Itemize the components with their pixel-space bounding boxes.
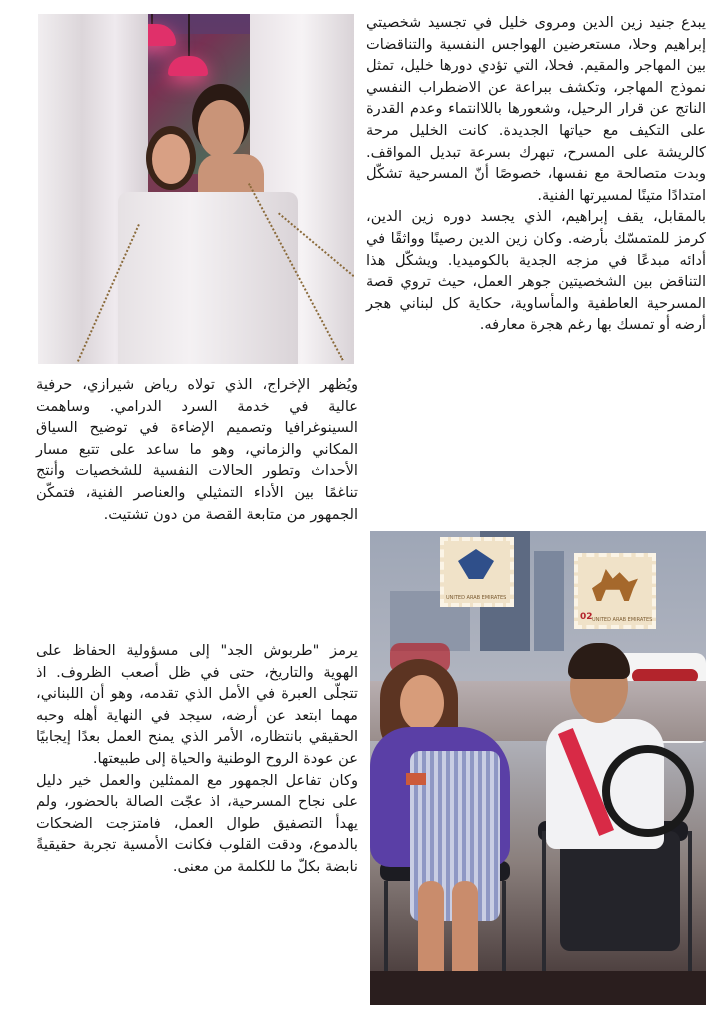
stage-floor (370, 971, 706, 1005)
stamp-caption: UNITED ARAB EMIRATES (592, 617, 653, 623)
paragraph: ويُظهر الإخراج، الذي تولاه رياض شيرازي، حرفية عالية في خدمة السرد الدرامي. وساهمت السينوغرافيا وتصميم الإضاءة في توضيح السياق المكاني والزماني، وهو ما ساعد على تتبع مسار الأحداث وتطور الحالات النفسية للشخصيات وأنتج تناغمًا بين الأداء التمثيلي والعناصر الفنية، فتمكّن الجمهور من متابعة القصة من دون تشتيت. (36, 376, 358, 523)
phone-icon (406, 773, 426, 785)
actress-face (400, 675, 444, 731)
stamp-caption: UNITED ARAB EMIRATES (446, 595, 507, 601)
steering-wheel-icon (602, 745, 694, 837)
lamp-cord (151, 14, 153, 24)
stage-photo-curtain (38, 14, 354, 364)
paragraph: وكان تفاعل الجمهور مع الممثلين والعمل خير دليل على نجاح المسرحية، اذ عجّت الصالة بالحضور، ولم يهدأ التصفيق طوال العمل، فامتزجت الضحكات بالدموع، ودقت القلوب فكانت الأمسية تجربة حقيقيةً نابضة بكلّ ما للكلمة من معنى. (36, 771, 358, 875)
paragraph: يرمز "طربوش الجد" إلى مسؤولية الحفاظ على الهوية والتاريخ، حتى في ظل أصعب الظروف. اذ تتجلّى العبرة في الأمل الذي تقدمه، وهو أن اللبناني، مهما ابتعد عن أرضه، سيجد في النهاية أهله وحبه الحقيقي بانتظاره، الأمر الذي يمنح العمل بعدًا إيجابيًا عن عودة الروح الوطنية والحياة إلى طبيعتها. (36, 642, 358, 767)
building (534, 551, 564, 651)
article-column-right (366, 12, 706, 336)
lamp-cord (188, 14, 190, 58)
actor-face (198, 100, 244, 158)
uae-stamp-camel (574, 553, 656, 629)
paragraph: بالمقابل، يقف إبراهيم، الذي يجسد دوره زين الدين، كرمز للمتمسّك بأرضه. وكان زين الدين رصينًا وواثقًا في أدائه مبدعًا في مزجه الجدية بالكوميديا. ويشكّل هذا التناقض بين الشخصيتين جوهر العمل، حيث تروي قصة المسرحية العاطفية والمأساوية، حكاية كل لبناني هجر أرضه أو تمسك بها رغم هجرة معارفه. (366, 208, 706, 334)
actress-face (152, 134, 190, 184)
stage-photo-taxi (370, 531, 706, 1005)
camel-icon (592, 569, 638, 601)
curtain-wrap (118, 192, 298, 364)
article-column-left-mid (36, 374, 358, 525)
eagle-icon (458, 549, 494, 579)
actor-pants (560, 831, 680, 951)
article-column-left-bottom (36, 640, 358, 878)
paragraph: يبدع جنيد زين الدين ومروى خليل في تجسيد شخصيتي إبراهيم وحلا، مستعرضين الهواجس النفسية والتناقضات بين المهاجر والمقيم. فحلا، التي تؤدي دورها خليل، تمثل نموذج المهاجر، وتكشف ببراعة عن الاضطراب النفسي الناتج عن قرار الرحيل، وشعورها باللاانتماء وعدم القدرة على التكيف مع حياتها الجديدة. كانت الخليل مرحة كالريشة على المسرح، تبهرك بسرعة تبديل المواقف. وبدت متصالحة مع نفسها، خصوصًا أنّ المسرحية تشكّل امتدادًا متينًا لمسيرتها الفنية. (366, 14, 706, 204)
stamp-number: 02 (580, 612, 593, 622)
uae-stamp-eagle (440, 537, 514, 607)
